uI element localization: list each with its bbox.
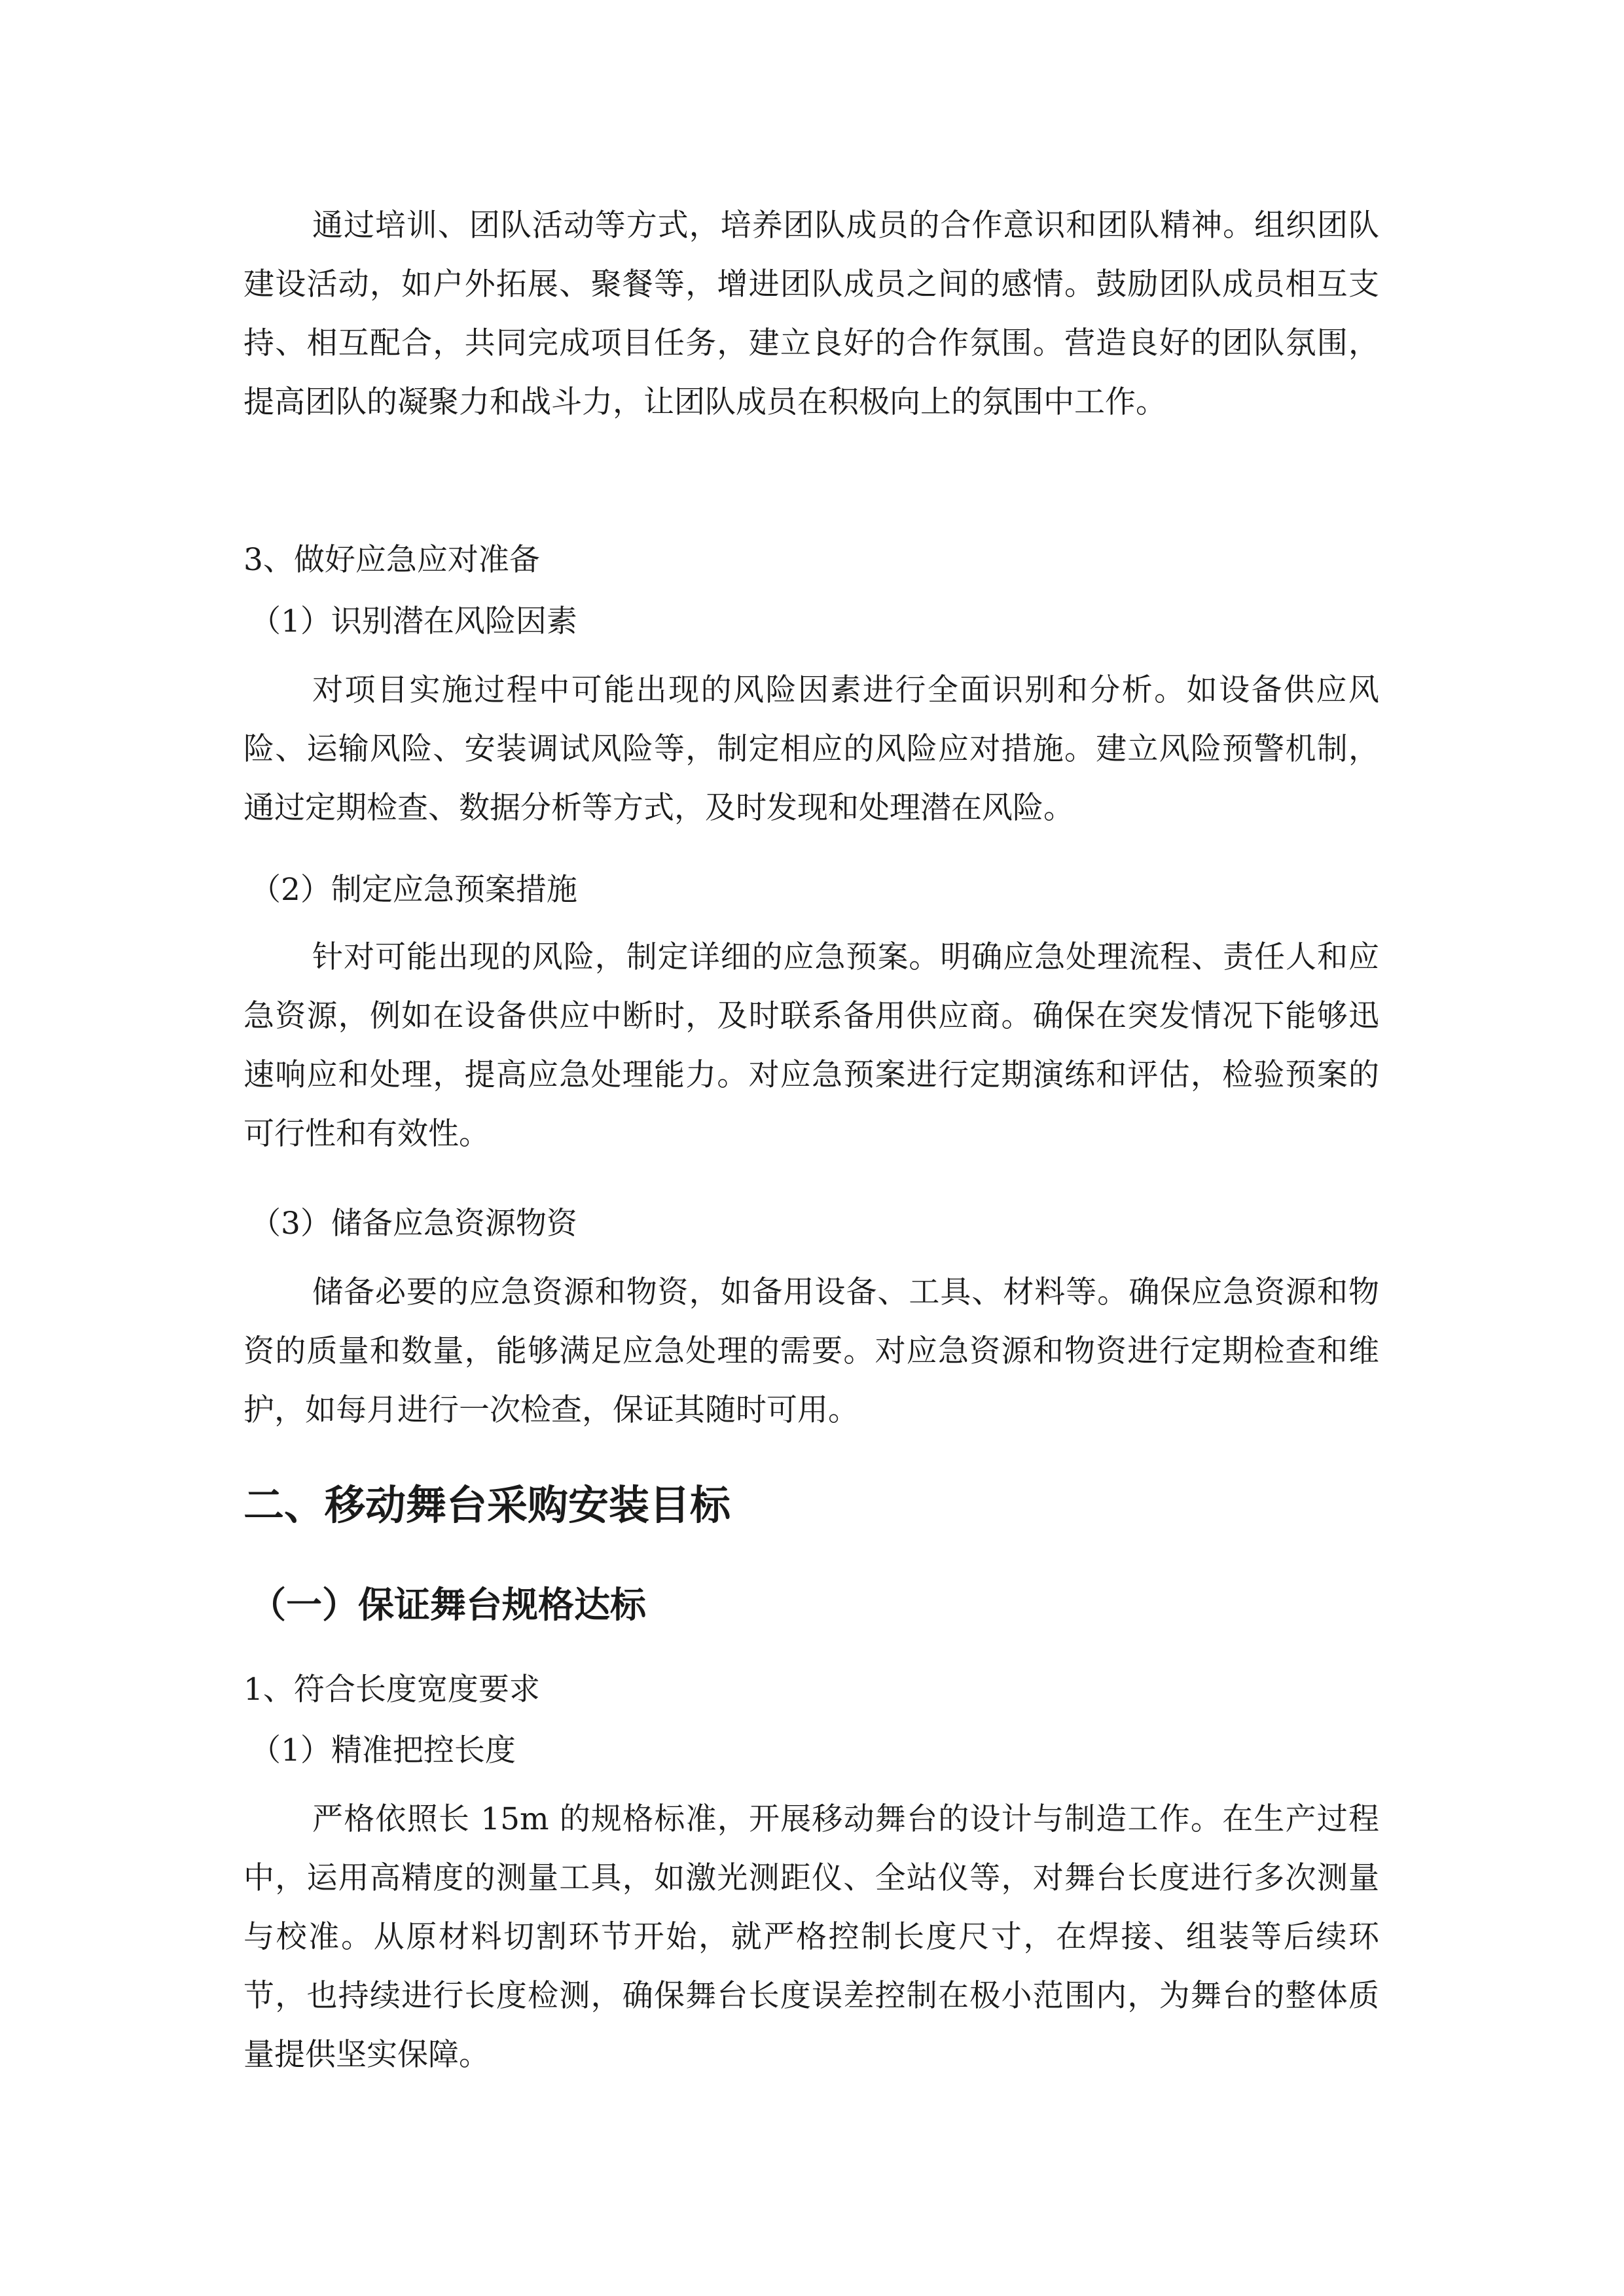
section-heading-stage-target: 二、移动舞台采购安装目标	[244, 1481, 731, 1529]
item-heading-reserve-resources: （3）储备应急资源物资	[250, 1206, 577, 1242]
item-heading-length-control: （1）精准把控长度	[250, 1732, 516, 1768]
paragraph-team-spirit: 通过培训、团队活动等方式，培养团队成员的合作意识和团队精神。组织团队建设活动，如户外拓展、聚餐等，增进团队成员之间的感情。鼓励团队成员相互支持、相互配合，共同完成项目任务，建立良好的合作氛围。营造良好的团队氛围，提高团队的凝聚力和战斗力，让团队成员在积极向上的氛围中工作。	[244, 207, 1379, 420]
paragraph-emergency-plan: 针对可能出现的风险，制定详细的应急预案。明确应急处理流程、责任人和应急资源，例如在设备供应中断时，及时联系备用供应商。确保在突发情况下能够迅速响应和处理，提高应急处理能力。对应急预案进行定期演练和评估，检验预案的可行性和有效性。	[244, 939, 1379, 1152]
paragraph-identify-risk: 对项目实施过程中可能出现的风险因素进行全面识别和分析。如设备供应风险、运输风险、安装调试风险等，制定相应的风险应对措施。建立风险预警机制，通过定期检查、数据分析等方式，及时发现和处理潜在风险。	[244, 672, 1379, 826]
subheading-emergency-prep: 3、做好应急应对准备	[244, 542, 540, 578]
subheading-length-width: 1、符合长度宽度要求	[244, 1672, 540, 1708]
paragraph-reserve-resources: 储备必要的应急资源和物资，如备用设备、工具、材料等。确保应急资源和物资的质量和数量，能够满足应急处理的需要。对应急资源和物资进行定期检查和维护，如每月进行一次检查，保证其随时可用。	[244, 1274, 1379, 1428]
paragraph-length-control: 严格依照长 15m 的规格标准，开展移动舞台的设计与制造工作。在生产过程中，运用高精度的测量工具，如激光测距仪、全站仪等，对舞台长度进行多次测量与校准。从原材料切割环节开始，就严格控制长度尺寸，在焊接、组装等后续环节，也持续进行长度检测，确保舞台长度误差控制在极小范围内，为舞台的整体质量提供坚实保障。	[244, 1801, 1379, 2073]
item-heading-emergency-plan: （2）制定应急预案措施	[250, 872, 577, 908]
subsection-heading-stage-spec: （一）保证舞台规格达标	[250, 1584, 647, 1626]
item-heading-identify-risk: （1）识别潜在风险因素	[250, 603, 577, 639]
